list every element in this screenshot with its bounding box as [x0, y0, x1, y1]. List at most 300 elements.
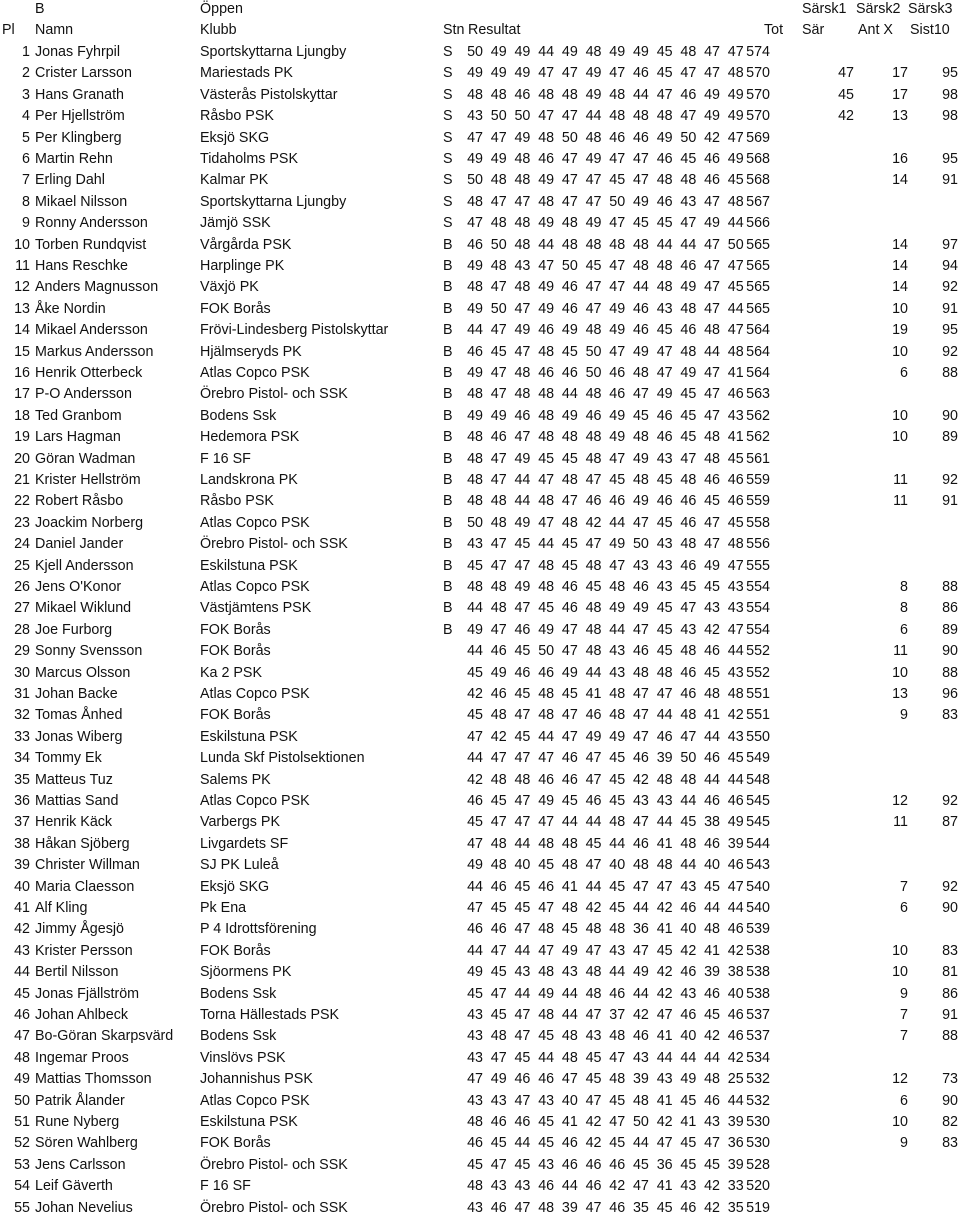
- series-score-cell: 48: [632, 365, 649, 381]
- series-score-cell: 44: [704, 728, 720, 745]
- series-score-cell: 47: [585, 750, 602, 767]
- table-row: [0, 1176, 960, 1197]
- series-score-cell: 46: [727, 1007, 744, 1023]
- sarsk2-cell: 7: [900, 878, 908, 895]
- station-cell: S: [443, 129, 453, 146]
- placement-cell: 18: [14, 407, 30, 424]
- series-score-cell: 45: [704, 878, 720, 895]
- series-score-cell: 47: [490, 1156, 507, 1173]
- series-score-cell: 49: [632, 450, 649, 467]
- club-cell: Hedemora PSK: [200, 429, 300, 446]
- series-score-cell: 48: [680, 536, 697, 553]
- club-cell: Sjöormens PK: [200, 964, 292, 981]
- station-cell: B: [443, 343, 453, 360]
- placement-cell: 55: [14, 1199, 30, 1216]
- series-score-cell: 49: [680, 1071, 697, 1088]
- club-cell: FOK Borås: [200, 707, 271, 724]
- total-cell: 554: [746, 600, 770, 617]
- series-score-cell: 43: [680, 1178, 697, 1195]
- placement-cell: 20: [14, 450, 30, 467]
- series-score-cell: 44: [538, 1049, 555, 1066]
- series-score-cell: 42: [704, 129, 720, 146]
- series-score-cell: 47: [632, 1178, 649, 1195]
- club-cell: FOK Borås: [200, 621, 271, 638]
- sarsk2-cell: 10: [892, 343, 908, 360]
- series-score-cell: 49: [514, 129, 531, 146]
- series-score-cell: 46: [680, 900, 697, 916]
- series-score-cell: 48: [609, 108, 626, 125]
- series-score-cell: 48: [561, 236, 578, 253]
- table-row: [0, 277, 960, 298]
- series-score-cell: 50: [467, 172, 483, 189]
- series-score-cell: 48: [585, 386, 602, 403]
- series-score-cell: 45: [561, 343, 578, 360]
- sarsk2-cell: 9: [900, 707, 908, 724]
- club-cell: Tidaholms PSK: [200, 151, 298, 167]
- series-score-cell: 43: [561, 964, 578, 981]
- shooter-name-cell: Martin Rehn: [35, 151, 113, 167]
- series-score-cell: 45: [680, 814, 697, 831]
- series-score-cell: 44: [609, 964, 626, 981]
- placement-cell: 8: [22, 193, 30, 210]
- series-score-cell: 47: [514, 1007, 531, 1023]
- series-score-cell: 49: [680, 279, 697, 296]
- placement-cell: 13: [14, 300, 30, 317]
- series-score-cell: 49: [561, 44, 578, 60]
- table-row: [0, 1048, 960, 1069]
- series-score-cell: 44: [514, 942, 531, 959]
- series-score-cell: 50: [632, 536, 649, 553]
- club-cell: Frövi-Lindesberg Pistolskyttar: [200, 322, 389, 339]
- series-score-cell: 45: [514, 536, 531, 553]
- club-cell: Atlas Copco PSK: [200, 1092, 310, 1109]
- club-cell: F 16 SF: [200, 450, 251, 467]
- series-score-cell: 48: [538, 129, 555, 146]
- series-score-cell: 46: [704, 172, 720, 189]
- series-score-cell: 47: [585, 857, 602, 874]
- series-score-cell: 45: [680, 429, 697, 446]
- table-row: [0, 363, 960, 384]
- series-score-cell: 47: [632, 942, 649, 959]
- series-score-cell: 49: [704, 108, 720, 125]
- series-score-cell: 45: [609, 1135, 626, 1152]
- series-score-cell: 48: [490, 86, 507, 103]
- placement-cell: 48: [14, 1049, 30, 1066]
- shooter-name-cell: Alf Kling: [35, 900, 88, 916]
- series-score-cell: 44: [704, 771, 720, 788]
- shooter-name-cell: Johan Ahlbeck: [35, 1007, 128, 1023]
- series-score-cell: 48: [467, 579, 483, 595]
- series-score-cell: 48: [514, 365, 531, 381]
- series-score-cell: 50: [467, 44, 483, 60]
- sarsk3-cell: 83: [942, 942, 958, 959]
- series-score-cell: 48: [514, 771, 531, 788]
- series-score-cell: 45: [467, 664, 483, 681]
- series-score-cell: 45: [467, 985, 483, 1002]
- series-score-cell: 47: [704, 365, 720, 381]
- series-score-cell: 47: [538, 814, 555, 831]
- series-score-cell: 36: [632, 921, 649, 938]
- series-score-cell: 46: [727, 1028, 744, 1045]
- series-score-cell: 48: [680, 300, 697, 317]
- series-score-cell: 45: [609, 472, 626, 488]
- series-score-cell: 46: [490, 1199, 507, 1216]
- series-score-cell: 46: [704, 151, 720, 167]
- sarsk2-cell: 13: [892, 686, 908, 702]
- series-score-cell: 45: [727, 450, 744, 467]
- series-score-cell: 46: [680, 86, 697, 103]
- club-cell: FOK Borås: [200, 1135, 271, 1152]
- sar-header: Sär: [802, 22, 825, 38]
- series-score-cell: 46: [680, 258, 697, 274]
- series-score-cell: 47: [632, 686, 649, 702]
- series-score-cell: 47: [680, 108, 697, 125]
- sarsk2-cell: 9: [900, 1135, 908, 1152]
- series-score-cell: 43: [632, 1049, 649, 1066]
- series-score-cell: 48: [680, 472, 697, 488]
- placement-cell: 11: [15, 258, 30, 274]
- series-score-cell: 45: [680, 1092, 697, 1109]
- series-score-cell: 42: [585, 514, 602, 531]
- sarsk3-cell: 88: [942, 365, 958, 381]
- series-score-cell: 46: [632, 643, 649, 660]
- series-score-cell: 47: [514, 343, 531, 360]
- series-score-cell: 49: [490, 1071, 507, 1088]
- series-score-cell: 41: [680, 1114, 697, 1130]
- series-score-cell: 44: [680, 236, 697, 253]
- table-row: [0, 1155, 960, 1176]
- series-score-cell: 46: [704, 750, 720, 767]
- series-score-cell: 49: [467, 258, 483, 274]
- series-score-cell: 47: [467, 835, 483, 852]
- series-score-cell: 48: [561, 900, 578, 916]
- series-score-cell: 47: [609, 279, 626, 296]
- series-score-cell: 49: [490, 407, 507, 424]
- series-score-cell: 40: [514, 857, 531, 874]
- series-score-cell: 47: [585, 300, 602, 317]
- series-score-cell: 50: [609, 193, 626, 210]
- series-score-cell: 45: [514, 1049, 531, 1066]
- series-score-cell: 45: [656, 472, 673, 488]
- club-cell: Vinslövs PSK: [200, 1049, 286, 1066]
- series-score-cell: 45: [727, 750, 744, 767]
- series-score-cell: 46: [490, 921, 507, 938]
- table-row: [0, 149, 960, 170]
- series-score-cell: 45: [727, 172, 744, 189]
- series-score-cell: 46: [727, 921, 744, 938]
- shooter-name-cell: Maria Claesson: [35, 878, 135, 895]
- table-row: [0, 705, 960, 726]
- series-score-cell: 47: [514, 750, 531, 767]
- series-score-cell: 48: [680, 44, 697, 60]
- series-score-cell: 48: [514, 386, 531, 403]
- series-score-cell: 46: [680, 964, 697, 981]
- series-score-cell: 48: [467, 1114, 483, 1130]
- sarsk2-cell: 12: [892, 1071, 908, 1088]
- series-score-cell: 44: [561, 985, 578, 1002]
- series-score-cell: 49: [538, 279, 555, 296]
- series-score-cell: 45: [514, 1156, 531, 1173]
- series-score-cell: 39: [727, 1114, 744, 1130]
- series-score-cell: 44: [514, 835, 531, 852]
- series-score-cell: 49: [490, 151, 507, 167]
- series-score-cell: 49: [727, 108, 744, 125]
- total-cell: 563: [746, 386, 770, 403]
- station-cell: B: [443, 365, 453, 381]
- shooter-name-cell: Jonas Fjällström: [35, 985, 140, 1002]
- series-score-cell: 47: [704, 236, 720, 253]
- series-score-cell: 49: [538, 793, 555, 809]
- shooter-name-cell: Johan Backe: [35, 686, 118, 702]
- series-score-cell: 48: [727, 343, 744, 360]
- table-row: [0, 877, 960, 898]
- series-score-cell: 46: [656, 728, 673, 745]
- series-score-cell: 45: [632, 407, 649, 424]
- series-score-cell: 41: [656, 1028, 673, 1045]
- placement-cell: 2: [22, 65, 30, 82]
- series-score-cell: 48: [680, 172, 697, 189]
- total-cell: 537: [746, 1007, 770, 1023]
- series-score-cell: 46: [680, 493, 697, 510]
- series-score-cell: 46: [727, 793, 744, 809]
- shooter-name-cell: Mattias Thomsson: [35, 1071, 152, 1088]
- series-score-cell: 44: [632, 1135, 649, 1152]
- table-row: [0, 299, 960, 320]
- series-score-cell: 43: [538, 1156, 555, 1173]
- series-score-cell: 50: [561, 129, 578, 146]
- club-cell: Eksjö SKG: [200, 129, 270, 146]
- table-row: [0, 406, 960, 427]
- series-score-cell: 48: [585, 236, 602, 253]
- series-score-cell: 45: [561, 557, 578, 574]
- total-cell: 568: [746, 151, 770, 167]
- series-score-cell: 45: [680, 1135, 697, 1152]
- shooter-name-cell: Jens Carlsson: [35, 1156, 126, 1173]
- total-cell: 530: [746, 1114, 770, 1130]
- station-cell: S: [443, 65, 453, 82]
- table-row: [0, 812, 960, 833]
- table-row: [0, 684, 960, 705]
- series-score-cell: 46: [727, 857, 744, 874]
- sarsk3-cell: 81: [942, 964, 958, 981]
- club-cell: Atlas Copco PSK: [200, 579, 310, 595]
- sarsk3-cell: 92: [942, 279, 958, 296]
- shooter-name-cell: Bertil Nilsson: [35, 964, 119, 981]
- series-score-cell: 48: [727, 65, 744, 82]
- series-score-cell: 48: [585, 129, 602, 146]
- series-score-cell: 46: [609, 493, 626, 510]
- sarsk2-cell: 16: [892, 151, 908, 167]
- table-row: [0, 598, 960, 619]
- series-score-cell: 48: [538, 1199, 555, 1216]
- series-score-cell: 47: [585, 771, 602, 788]
- series-score-cell: 45: [585, 1049, 602, 1066]
- series-score-cell: 46: [490, 686, 507, 702]
- series-score-cell: 48: [490, 857, 507, 874]
- series-score-cell: 48: [490, 707, 507, 724]
- series-score-cell: 44: [632, 86, 649, 103]
- name-header: Namn: [35, 22, 74, 38]
- series-score-cell: 39: [727, 1156, 744, 1173]
- series-score-cell: 47: [490, 322, 507, 339]
- sarsk3-cell: 94: [942, 258, 958, 274]
- series-score-cell: 48: [490, 258, 507, 274]
- club-cell: Råsbo PSK: [200, 108, 274, 125]
- series-score-cell: 48: [561, 835, 578, 852]
- total-cell: 537: [746, 1028, 770, 1045]
- series-score-cell: 48: [609, 1071, 626, 1088]
- sarsk3-cell: 88: [942, 1028, 958, 1045]
- series-score-cell: 50: [585, 343, 602, 360]
- club-cell: Eksjö SKG: [200, 878, 270, 895]
- series-score-cell: 44: [561, 1178, 578, 1195]
- series-score-cell: 44: [467, 643, 483, 660]
- series-score-cell: 42: [585, 1114, 602, 1130]
- table-row: [0, 984, 960, 1005]
- series-score-cell: 44: [585, 878, 602, 895]
- series-score-cell: 47: [514, 193, 531, 210]
- series-score-cell: 47: [680, 600, 697, 617]
- series-score-cell: 42: [585, 900, 602, 916]
- series-score-cell: 44: [585, 108, 602, 125]
- antx-header: Ant X: [858, 22, 893, 38]
- series-score-cell: 46: [632, 65, 649, 82]
- placement-cell: 4: [22, 108, 30, 125]
- series-score-cell: 48: [538, 407, 555, 424]
- series-score-cell: 47: [704, 536, 720, 553]
- series-score-cell: 48: [632, 429, 649, 446]
- placement-cell: 35: [14, 771, 30, 788]
- series-score-cell: 45: [514, 728, 531, 745]
- series-score-cell: 46: [514, 621, 531, 638]
- series-score-cell: 49: [609, 600, 626, 617]
- series-score-cell: 47: [585, 193, 602, 210]
- series-score-cell: 50: [467, 514, 483, 531]
- series-score-cell: 47: [656, 1135, 673, 1152]
- shooter-name-cell: Anders Magnusson: [35, 279, 159, 296]
- series-score-cell: 35: [632, 1199, 649, 1216]
- total-cell: 549: [746, 750, 770, 767]
- series-score-cell: 44: [727, 771, 744, 788]
- series-score-cell: 44: [656, 236, 673, 253]
- series-score-cell: 45: [490, 1007, 507, 1023]
- table-row: [0, 834, 960, 855]
- sarsk2-cell: 14: [892, 279, 908, 296]
- series-score-cell: 49: [632, 193, 649, 210]
- series-score-cell: 45: [490, 793, 507, 809]
- club-cell: Mariestads PK: [200, 65, 293, 82]
- series-score-cell: 48: [467, 493, 483, 510]
- sarsk2-cell: 6: [900, 365, 908, 381]
- series-score-cell: 49: [538, 215, 555, 232]
- series-score-cell: 46: [538, 771, 555, 788]
- series-score-cell: 47: [561, 65, 578, 82]
- shooter-name-cell: Matteus Tuz: [35, 771, 113, 788]
- series-score-cell: 47: [514, 921, 531, 938]
- series-score-cell: 43: [680, 878, 697, 895]
- series-score-cell: 48: [490, 835, 507, 852]
- series-score-cell: 47: [490, 472, 507, 488]
- series-score-cell: 45: [514, 878, 531, 895]
- series-score-cell: 47: [609, 215, 626, 232]
- series-score-cell: 48: [680, 643, 697, 660]
- placement-cell: 47: [14, 1028, 30, 1045]
- series-score-cell: 46: [632, 750, 649, 767]
- club-cell: Sportskyttarna Ljungby: [200, 44, 347, 60]
- series-score-cell: 43: [656, 579, 673, 595]
- series-score-cell: 46: [585, 1178, 602, 1195]
- series-score-cell: 48: [538, 86, 555, 103]
- series-score-cell: 45: [727, 279, 744, 296]
- series-score-cell: 43: [467, 1092, 483, 1109]
- series-score-cell: 46: [538, 322, 555, 339]
- series-score-cell: 46: [585, 793, 602, 809]
- placement-cell: 52: [14, 1135, 30, 1152]
- placement-cell: 34: [14, 750, 30, 767]
- sarsk2-cell: 14: [892, 172, 908, 189]
- series-score-cell: 49: [680, 365, 697, 381]
- table-row: [0, 941, 960, 962]
- placement-cell: 54: [14, 1178, 30, 1195]
- series-score-cell: 45: [490, 343, 507, 360]
- series-score-cell: 41: [727, 365, 744, 381]
- series-score-cell: 50: [680, 750, 697, 767]
- series-score-cell: 43: [490, 1178, 507, 1195]
- class-name: Öppen: [200, 1, 243, 17]
- sarsk3-cell: 96: [942, 686, 958, 702]
- series-score-cell: 43: [538, 1092, 555, 1109]
- sarsk2-cell: 11: [893, 814, 908, 831]
- series-score-cell: 43: [704, 1114, 720, 1130]
- table-row: [0, 1112, 960, 1133]
- shooter-name-cell: Åke Nordin: [35, 300, 106, 317]
- series-score-cell: 44: [632, 279, 649, 296]
- station-cell: B: [443, 600, 453, 617]
- station-cell: S: [443, 44, 453, 60]
- series-score-cell: 43: [680, 193, 697, 210]
- series-score-cell: 49: [538, 985, 555, 1002]
- series-score-cell: 49: [585, 728, 602, 745]
- shooter-name-cell: Lars Hagman: [35, 429, 121, 446]
- series-score-cell: 48: [561, 86, 578, 103]
- series-score-cell: 47: [561, 193, 578, 210]
- sarsk3-cell: 83: [942, 707, 958, 724]
- sarsk2-cell: 10: [892, 429, 908, 446]
- series-score-cell: 45: [680, 1156, 697, 1173]
- placement-cell: 17: [14, 386, 30, 403]
- shooter-name-cell: Crister Larsson: [35, 65, 132, 82]
- total-cell: 565: [746, 279, 770, 296]
- series-score-cell: 44: [704, 1049, 720, 1066]
- series-score-cell: 47: [490, 942, 507, 959]
- club-cell: Pk Ena: [200, 900, 247, 916]
- series-score-cell: 48: [656, 108, 673, 125]
- series-score-cell: 47: [490, 129, 507, 146]
- series-score-cell: 48: [538, 386, 555, 403]
- shooter-name-cell: Jonas Fyhrpil: [35, 44, 121, 60]
- series-score-cell: 48: [490, 600, 507, 617]
- sarsk2-cell: 10: [892, 300, 908, 317]
- series-score-cell: 48: [680, 707, 697, 724]
- series-score-cell: 47: [561, 1071, 578, 1088]
- series-score-cell: 47: [538, 65, 555, 82]
- series-score-cell: 46: [609, 1156, 626, 1173]
- series-score-cell: 48: [538, 686, 555, 702]
- series-score-cell: 46: [467, 343, 483, 360]
- series-score-cell: 49: [609, 300, 626, 317]
- sarsk3-cell: 90: [942, 643, 958, 660]
- total-cell: 556: [746, 536, 770, 553]
